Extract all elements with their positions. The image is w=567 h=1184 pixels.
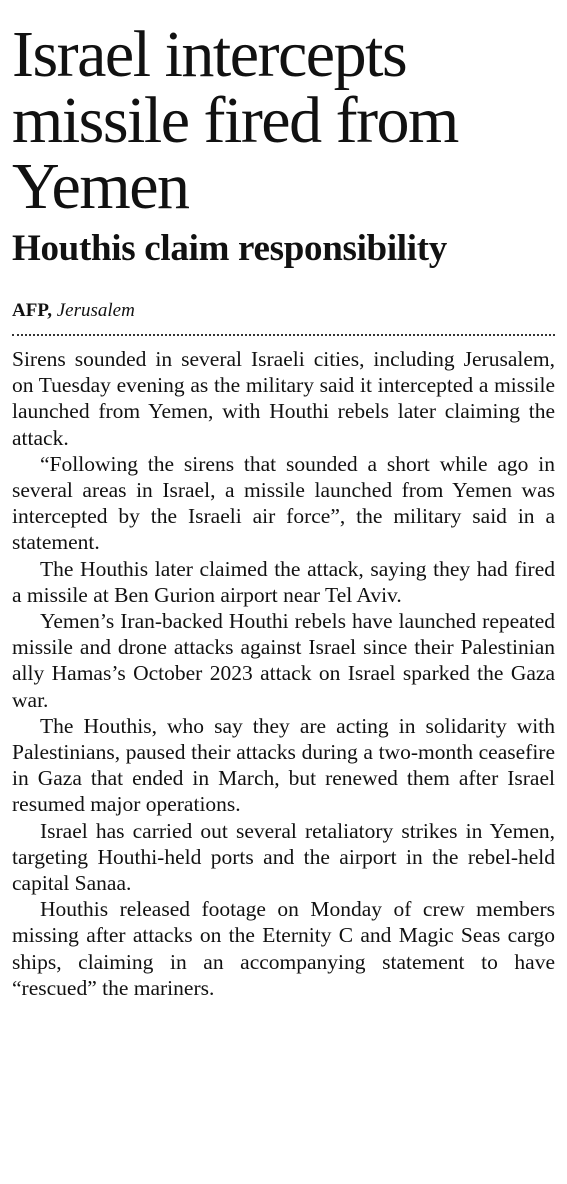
- headline: Israel intercepts missile fired from Yemen: [12, 18, 458, 223]
- byline-location: Jerusalem: [56, 300, 135, 321]
- byline-agency: AFP,: [12, 300, 52, 321]
- paragraph-1: Sirens sounded in several Israeli cities, including Jerusalem, on Tuesday evening as the military said it intercepted a missile launched from Yemen, with Houthi rebels later claiming the attack.: [12, 347, 555, 450]
- paragraph-4: Yemen’s Iran-backed Houthi rebels have launched repeated missile and drone attacks against Israel since their Palestinian ally Hamas’s October 2023 attack on Israel sparked the Gaza war.: [12, 609, 555, 712]
- subheadline: Houthis claim responsibility: [12, 228, 447, 269]
- article-body: [12, 346, 555, 1001]
- paragraph-6: Israel has carried out several retaliatory strikes in Yemen, targeting Houthi-held ports and the airport in the rebel-held capital Sanaa.: [12, 818, 555, 896]
- paragraph-5: The Houthis, who say they are acting in solidarity with Palestinians, paused their attacks during a two-month ceasefire in Gaza that ended in March, but renewed them after Israel resumed major operations.: [12, 713, 555, 817]
- paragraph-7: Houthis released footage on Monday of crew members missing after attacks on the Eternity C and Magic Seas cargo ships, claiming in an accompanying statement to have “rescued” the mariners.: [12, 897, 555, 1000]
- paragraph-2: “Following the sirens that sounded a short while ago in several areas in Israel, a missile launched from Yemen was intercepted by the Israeli air force”, the military said in a statement.: [12, 451, 555, 555]
- byline: [12, 300, 555, 322]
- paragraph-3: The Houthis later claimed the attack, saying they had fired a missile at Ben Gurion airport near Tel Aviv.: [12, 556, 555, 607]
- dotted-divider: [12, 334, 555, 336]
